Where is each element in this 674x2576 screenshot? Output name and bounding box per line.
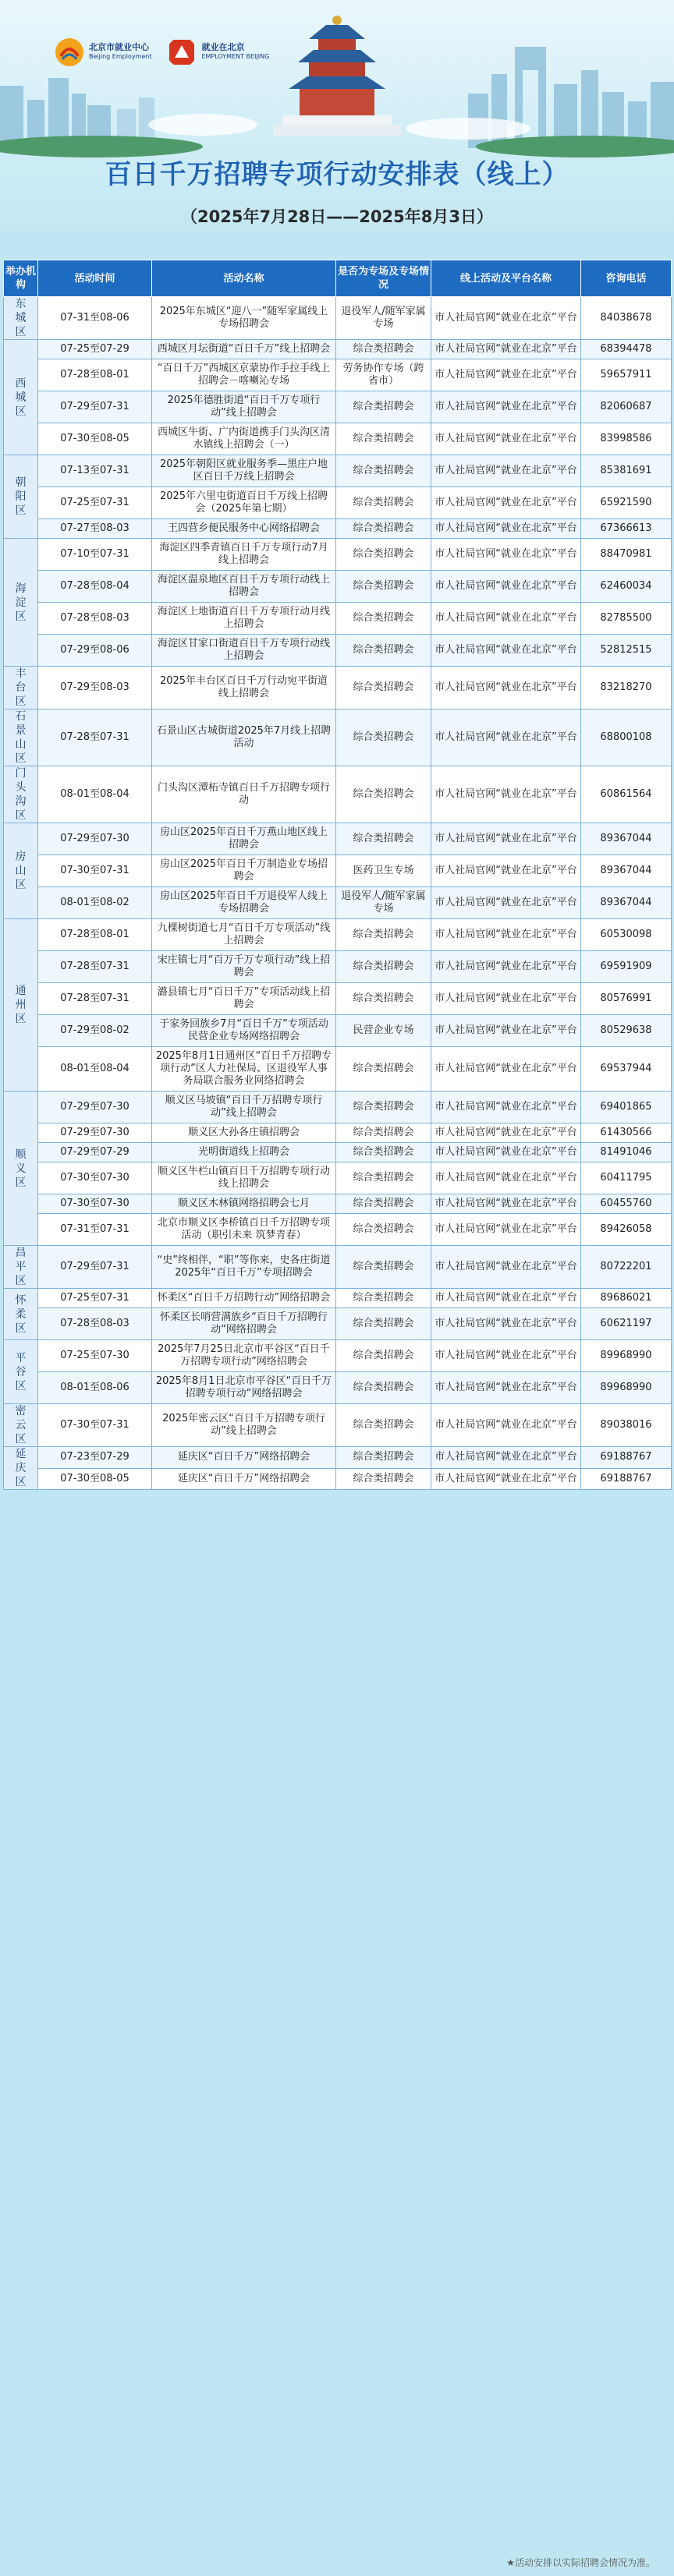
column-header-phone: 咨询电话 <box>581 260 672 297</box>
table-row <box>4 635 672 667</box>
event-phone-cell: 89367044 <box>581 887 672 919</box>
event-time-cell: 07-30至07-31 <box>38 855 152 887</box>
table-row <box>4 1404 672 1447</box>
table-row <box>4 823 672 855</box>
org-name: 怀柔区 <box>15 1293 27 1335</box>
table-row <box>4 359 672 391</box>
table-row <box>4 571 672 603</box>
event-phone-cell: 69188767 <box>581 1447 672 1469</box>
org-cell <box>4 297 38 340</box>
event-platform-cell: 市人社局官网“就业在北京”平台 <box>431 1194 581 1214</box>
event-time-cell: 07-28至08-04 <box>38 571 152 603</box>
table-row <box>4 1047 672 1092</box>
event-type-cell: 综合类招聘会 <box>336 455 431 487</box>
event-phone-cell: 82785500 <box>581 603 672 635</box>
table-row <box>4 455 672 487</box>
event-platform-cell: 市人社局官网“就业在北京”平台 <box>431 1372 581 1404</box>
event-time-cell: 08-01至08-04 <box>38 766 152 823</box>
event-time-cell: 08-01至08-06 <box>38 1372 152 1404</box>
event-phone-cell: 80529638 <box>581 1015 672 1047</box>
event-phone-cell: 89968990 <box>581 1340 672 1372</box>
event-platform-cell: 市人社局官网“就业在北京”平台 <box>431 1047 581 1092</box>
event-platform-cell: 市人社局官网“就业在北京”平台 <box>431 539 581 571</box>
event-phone-cell: 59657911 <box>581 359 672 391</box>
event-platform-cell: 市人社局官网“就业在北京”平台 <box>431 1404 581 1447</box>
org-name: 朝阳区 <box>15 476 27 517</box>
org-name: 石景山区 <box>15 710 27 765</box>
org-cell <box>4 1340 38 1404</box>
org-cell <box>4 709 38 766</box>
event-time-cell: 07-28至07-31 <box>38 709 152 766</box>
table-row <box>4 1289 672 1308</box>
org-cell <box>4 1246 38 1289</box>
event-name-cell: 于家务回族乡7月“百日千万”专项活动民营企业专场网络招聘会 <box>152 1015 336 1047</box>
event-type-cell: 综合类招聘会 <box>336 667 431 709</box>
column-header-time: 活动时间 <box>38 260 152 297</box>
table-row <box>4 1194 672 1214</box>
event-type-cell: 综合类招聘会 <box>336 983 431 1015</box>
event-platform-cell: 市人社局官网“就业在北京”平台 <box>431 709 581 766</box>
event-type-cell: 综合类招聘会 <box>336 1447 431 1469</box>
beijing-skyline-illustration <box>0 0 674 234</box>
event-phone-cell: 89038016 <box>581 1404 672 1447</box>
table-row <box>4 709 672 766</box>
event-time-cell: 08-01至08-02 <box>38 887 152 919</box>
event-phone-cell: 69591909 <box>581 951 672 983</box>
event-time-cell: 07-25至07-30 <box>38 1340 152 1372</box>
event-phone-cell: 89686021 <box>581 1289 672 1308</box>
event-type-cell: 医药卫生专场 <box>336 855 431 887</box>
event-platform-cell: 市人社局官网“就业在北京”平台 <box>431 1123 581 1143</box>
table-row <box>4 603 672 635</box>
event-type-cell: 退役军人/随军家属专场 <box>336 887 431 919</box>
event-name-cell: 2025年8月1日通州区“百日千万招聘专项行动”区人力社保局、区退役军人事务局联合服务业网络招聘会 <box>152 1047 336 1092</box>
org-name: 门头沟区 <box>15 767 27 822</box>
event-platform-cell: 市人社局官网“就业在北京”平台 <box>431 297 581 340</box>
event-phone-cell: 65921590 <box>581 487 672 519</box>
table-row <box>4 1372 672 1404</box>
event-phone-cell: 60861564 <box>581 766 672 823</box>
event-phone-cell: 67366613 <box>581 519 672 539</box>
event-time-cell: 07-30至07-31 <box>38 1404 152 1447</box>
org-name: 东城区 <box>15 298 27 338</box>
table-row <box>4 340 672 359</box>
org-cell <box>4 539 38 667</box>
event-name-cell: 光明街道线上招聘会 <box>152 1143 336 1162</box>
org-name: 房山区 <box>15 851 27 891</box>
event-type-cell: 退役军人/随军家属专场 <box>336 297 431 340</box>
event-platform-cell: 市人社局官网“就业在北京”平台 <box>431 391 581 423</box>
org-name: 西城区 <box>15 377 27 418</box>
header-banner <box>0 0 674 234</box>
event-name-cell: 2025年六里屯街道百日千万线上招聘 会（2025年第七期） <box>152 487 336 519</box>
event-platform-cell: 市人社局官网“就业在北京”平台 <box>431 455 581 487</box>
event-name-cell: 怀柔区“百日千万招聘行动”网络招聘会 <box>152 1289 336 1308</box>
event-type-cell: 综合类招聘会 <box>336 487 431 519</box>
event-type-cell: 综合类招聘会 <box>336 823 431 855</box>
event-type-cell: 综合类招聘会 <box>336 951 431 983</box>
event-time-cell: 07-30至08-05 <box>38 1468 152 1490</box>
event-type-cell: 综合类招聘会 <box>336 1214 431 1246</box>
event-time-cell: 07-29至08-02 <box>38 1015 152 1047</box>
event-phone-cell: 82060687 <box>581 391 672 423</box>
logo1-subtext: Beijing Employment <box>89 53 152 60</box>
event-time-cell: 07-29至08-03 <box>38 667 152 709</box>
event-name-cell: 怀柔区长哨营满族乡“百日千万招聘行动”网络招聘会 <box>152 1308 336 1340</box>
event-phone-cell: 89367044 <box>581 823 672 855</box>
event-platform-cell: 市人社局官网“就业在北京”平台 <box>431 340 581 359</box>
event-phone-cell: 83218270 <box>581 667 672 709</box>
event-type-cell: 综合类招聘会 <box>336 423 431 455</box>
event-platform-cell: 市人社局官网“就业在北京”平台 <box>431 487 581 519</box>
event-platform-cell: 市人社局官网“就业在北京”平台 <box>431 1092 581 1123</box>
event-phone-cell: 80576991 <box>581 983 672 1015</box>
event-type-cell: 综合类招聘会 <box>336 1092 431 1123</box>
table-row <box>4 1123 672 1143</box>
event-phone-cell: 80722201 <box>581 1246 672 1289</box>
event-phone-cell: 88470981 <box>581 539 672 571</box>
table-row <box>4 1092 672 1123</box>
event-platform-cell: 市人社局官网“就业在北京”平台 <box>431 423 581 455</box>
event-time-cell: 07-28至08-01 <box>38 359 152 391</box>
footer-note: ★活动安排以实际招聘会情况为准。 <box>506 2557 655 2568</box>
org-name: 海淀区 <box>15 582 27 623</box>
event-time-cell: 07-29至08-06 <box>38 635 152 667</box>
event-name-cell: “史”终相伴，“职”等你来，史各庄街道2025年“百日千万”专项招聘会 <box>152 1246 336 1289</box>
event-name-cell: 门头沟区潭柘寺镇百日千万招聘专项行动 <box>152 766 336 823</box>
event-time-cell: 07-28至08-03 <box>38 1308 152 1340</box>
event-type-cell: 民营企业专场 <box>336 1015 431 1047</box>
event-platform-cell: 市人社局官网“就业在北京”平台 <box>431 1340 581 1372</box>
event-name-cell: 顺义区木林镇网络招聘会七月 <box>152 1194 336 1214</box>
event-time-cell: 07-29至07-30 <box>38 823 152 855</box>
event-phone-cell: 69537944 <box>581 1047 672 1092</box>
event-name-cell: 顺义区大孙各庄镇招聘会 <box>152 1123 336 1143</box>
event-platform-cell: 市人社局官网“就业在北京”平台 <box>431 1308 581 1340</box>
event-name-cell: 海淀区上地街道百日千万专项行动月线上招聘会 <box>152 603 336 635</box>
page-title: 百日千万招聘专项行动安排表（线上） <box>105 159 569 190</box>
org-cell <box>4 1289 38 1340</box>
org-name: 平谷区 <box>15 1351 27 1392</box>
event-phone-cell: 89426058 <box>581 1214 672 1246</box>
event-phone-cell: 84038678 <box>581 297 672 340</box>
event-phone-cell: 89968990 <box>581 1372 672 1404</box>
org-name: 密云区 <box>15 1405 27 1445</box>
event-platform-cell: 市人社局官网“就业在北京”平台 <box>431 667 581 709</box>
event-type-cell: 综合类招聘会 <box>336 635 431 667</box>
event-phone-cell: 68394478 <box>581 340 672 359</box>
org-name: 昌平区 <box>15 1247 27 1287</box>
event-time-cell: 07-28至07-31 <box>38 983 152 1015</box>
event-name-cell: 2025年7月25日北京市平谷区“百日千万招聘专项行动”网络招聘会 <box>152 1340 336 1372</box>
event-type-cell: 综合类招聘会 <box>336 1162 431 1194</box>
event-time-cell: 07-10至07-31 <box>38 539 152 571</box>
org-cell <box>4 766 38 823</box>
event-type-cell: 综合类招聘会 <box>336 1404 431 1447</box>
event-phone-cell: 89367044 <box>581 855 672 887</box>
event-platform-cell: 市人社局官网“就业在北京”平台 <box>431 359 581 391</box>
event-platform-cell: 市人社局官网“就业在北京”平台 <box>431 1143 581 1162</box>
table-row <box>4 1447 672 1469</box>
event-phone-cell: 60530098 <box>581 919 672 951</box>
event-phone-cell: 85381691 <box>581 455 672 487</box>
event-phone-cell: 69401865 <box>581 1092 672 1123</box>
event-time-cell: 07-25至07-31 <box>38 1289 152 1308</box>
event-phone-cell: 52812515 <box>581 635 672 667</box>
org-cell <box>4 455 38 539</box>
event-platform-cell: 市人社局官网“就业在北京”平台 <box>431 823 581 855</box>
event-time-cell: 07-13至07-31 <box>38 455 152 487</box>
table-header-row <box>4 260 672 297</box>
logo-group <box>55 37 269 67</box>
event-name-cell: 北京市顺义区李桥镇百日千万招聘专项活动（职引未来 筑梦青春） <box>152 1214 336 1246</box>
event-phone-cell: 60455760 <box>581 1194 672 1214</box>
event-phone-cell: 69188767 <box>581 1468 672 1490</box>
event-name-cell: 延庆区“百日千万”网络招聘会 <box>152 1468 336 1490</box>
event-platform-cell: 市人社局官网“就业在北京”平台 <box>431 983 581 1015</box>
logo2-subtext: EMPLOYMENT BEIJING <box>201 53 270 60</box>
event-type-cell: 综合类招聘会 <box>336 519 431 539</box>
org-cell <box>4 1092 38 1246</box>
event-platform-cell: 市人社局官网“就业在北京”平台 <box>431 1447 581 1469</box>
column-header-org: 举办机构 <box>4 260 38 297</box>
table-row <box>4 1468 672 1490</box>
event-phone-cell: 62460034 <box>581 571 672 603</box>
event-name-cell: 宋庄镇七月“百万千万专项行动”线上招聘会 <box>152 951 336 983</box>
event-type-cell: 综合类招聘会 <box>336 391 431 423</box>
event-name-cell: 顺义区马坡镇“百日千万招聘专项行动”线上招聘会 <box>152 1092 336 1123</box>
event-name-cell: 房山区2025年百日千万燕山地区线上招聘会 <box>152 823 336 855</box>
event-type-cell: 综合类招聘会 <box>336 1289 431 1308</box>
event-type-cell: 综合类招聘会 <box>336 919 431 951</box>
table-body <box>4 297 672 1490</box>
event-phone-cell: 68800108 <box>581 709 672 766</box>
event-type-cell: 综合类招聘会 <box>336 1468 431 1490</box>
event-phone-cell: 60411795 <box>581 1162 672 1194</box>
table-row <box>4 519 672 539</box>
event-platform-cell: 市人社局官网“就业在北京”平台 <box>431 855 581 887</box>
event-type-cell: 综合类招聘会 <box>336 766 431 823</box>
event-time-cell: 07-25至07-29 <box>38 340 152 359</box>
table-row <box>4 919 672 951</box>
event-type-cell: 综合类招聘会 <box>336 1372 431 1404</box>
event-name-cell: 2025年密云区“百日千万招聘专项行动”线上招聘会 <box>152 1404 336 1447</box>
event-platform-cell: 市人社局官网“就业在北京”平台 <box>431 1289 581 1308</box>
org-name: 通州区 <box>15 985 27 1025</box>
table-row <box>4 487 672 519</box>
event-type-cell: 综合类招聘会 <box>336 539 431 571</box>
event-name-cell: 2025年朝阳区就业服务季—黑庄户地区百日千万线上招聘会 <box>152 455 336 487</box>
event-time-cell: 07-23至07-29 <box>38 1447 152 1469</box>
table-row <box>4 855 672 887</box>
date-range-subtitle: （2025年7月28日——2025年8月3日） <box>181 207 493 226</box>
table-row <box>4 539 672 571</box>
event-name-cell: 九棵树街道七月“百日千万专项活动”线上招聘会 <box>152 919 336 951</box>
event-time-cell: 07-31至07-31 <box>38 1214 152 1246</box>
event-type-cell: 劳务协作专场（跨省市） <box>336 359 431 391</box>
event-time-cell: 07-29至07-29 <box>38 1143 152 1162</box>
org-cell <box>4 667 38 709</box>
schedule-table <box>3 260 672 1490</box>
event-phone-cell: 83998586 <box>581 423 672 455</box>
employment-center-logo-icon <box>55 37 84 67</box>
event-time-cell: 07-30至07-30 <box>38 1162 152 1194</box>
table-row <box>4 766 672 823</box>
event-name-cell: 2025年东城区“迎八一”随军家属线上专场招聘会 <box>152 297 336 340</box>
event-name-cell: 潞县镇七月“百日千万”专项活动线上招聘会 <box>152 983 336 1015</box>
event-time-cell: 07-28至08-01 <box>38 919 152 951</box>
event-type-cell: 综合类招聘会 <box>336 1194 431 1214</box>
event-name-cell: 房山区2025年百日千万退役军人线上专场招聘会 <box>152 887 336 919</box>
event-platform-cell: 市人社局官网“就业在北京”平台 <box>431 571 581 603</box>
org-name: 延庆区 <box>15 1448 27 1488</box>
table-row <box>4 391 672 423</box>
org-cell <box>4 1404 38 1447</box>
table-row <box>4 1162 672 1194</box>
event-platform-cell: 市人社局官网“就业在北京”平台 <box>431 519 581 539</box>
event-time-cell: 07-28至08-03 <box>38 603 152 635</box>
table-row <box>4 951 672 983</box>
table-row <box>4 297 672 340</box>
table-row <box>4 423 672 455</box>
event-type-cell: 综合类招聘会 <box>336 1143 431 1162</box>
event-phone-cell: 60621197 <box>581 1308 672 1340</box>
event-time-cell: 07-31至08-06 <box>38 297 152 340</box>
event-platform-cell: 市人社局官网“就业在北京”平台 <box>431 919 581 951</box>
event-name-cell: 房山区2025年百日千万制造业专场招聘会 <box>152 855 336 887</box>
event-platform-cell: 市人社局官网“就业在北京”平台 <box>431 951 581 983</box>
event-time-cell: 07-29至07-31 <box>38 1246 152 1289</box>
event-time-cell: 08-01至08-04 <box>38 1047 152 1092</box>
event-time-cell: 07-29至07-31 <box>38 391 152 423</box>
event-platform-cell: 市人社局官网“就业在北京”平台 <box>431 1246 581 1289</box>
event-type-cell: 综合类招聘会 <box>336 709 431 766</box>
logo2-text: 就业在北京 <box>201 42 245 52</box>
event-time-cell: 07-27至08-03 <box>38 519 152 539</box>
event-time-cell: 07-30至07-30 <box>38 1194 152 1214</box>
event-time-cell: 07-29至07-30 <box>38 1092 152 1123</box>
table-row <box>4 983 672 1015</box>
employment-beijing-logo-icon <box>167 37 197 67</box>
table-row <box>4 667 672 709</box>
event-time-cell: 07-25至07-31 <box>38 487 152 519</box>
event-platform-cell: 市人社局官网“就业在北京”平台 <box>431 887 581 919</box>
event-name-cell: 顺义区牛栏山镇百日千万招聘专项行动线上招聘会 <box>152 1162 336 1194</box>
event-type-cell: 综合类招聘会 <box>336 571 431 603</box>
event-name-cell: 西城区牛街、广内街道携手门头沟区清水镇线上招聘会（一） <box>152 423 336 455</box>
column-header-type: 是否为专场及专场情况 <box>336 260 431 297</box>
org-name: 顺义区 <box>15 1148 27 1189</box>
event-time-cell: 07-29至07-30 <box>38 1123 152 1143</box>
event-type-cell: 综合类招聘会 <box>336 340 431 359</box>
table-row <box>4 1246 672 1289</box>
table-row <box>4 1015 672 1047</box>
event-name-cell: 延庆区“百日千万”网络招聘会 <box>152 1447 336 1469</box>
event-type-cell: 综合类招聘会 <box>336 603 431 635</box>
temple-of-heaven-icon <box>273 16 401 136</box>
event-type-cell: 综合类招聘会 <box>336 1123 431 1143</box>
event-platform-cell: 市人社局官网“就业在北京”平台 <box>431 766 581 823</box>
event-name-cell: 海淀区甘家口街道百日千万专项行动线上招聘会 <box>152 635 336 667</box>
org-cell <box>4 1447 38 1490</box>
org-cell <box>4 340 38 455</box>
employment-center-logo <box>55 37 151 67</box>
event-phone-cell: 61430566 <box>581 1123 672 1143</box>
event-type-cell: 综合类招聘会 <box>336 1308 431 1340</box>
event-name-cell: 2025年8月1日北京市平谷区“百日千万招聘专项行动”网络招聘会 <box>152 1372 336 1404</box>
event-platform-cell: 市人社局官网“就业在北京”平台 <box>431 1468 581 1490</box>
event-name-cell: 海淀区温泉地区百日千万专项行动线上招聘会 <box>152 571 336 603</box>
event-name-cell: 石景山区古城街道2025年7月线上招聘活动 <box>152 709 336 766</box>
event-platform-cell: 市人社局官网“就业在北京”平台 <box>431 603 581 635</box>
event-type-cell: 综合类招聘会 <box>336 1340 431 1372</box>
event-name-cell: 2025年德胜街道“百日千万专项行动”线上招聘会 <box>152 391 336 423</box>
event-name-cell: 2025年丰台区百日千万行动宛平街道线上招聘会 <box>152 667 336 709</box>
table-row <box>4 1308 672 1340</box>
event-time-cell: 07-30至08-05 <box>38 423 152 455</box>
event-phone-cell: 81491046 <box>581 1143 672 1162</box>
event-type-cell: 综合类招聘会 <box>336 1047 431 1092</box>
event-name-cell: 王四营乡便民服务中心网络招聘会 <box>152 519 336 539</box>
event-platform-cell: 市人社局官网“就业在北京”平台 <box>431 1015 581 1047</box>
org-cell <box>4 919 38 1092</box>
event-platform-cell: 市人社局官网“就业在北京”平台 <box>431 1162 581 1194</box>
column-header-platform: 线上活动及平台名称 <box>431 260 581 297</box>
org-cell <box>4 823 38 919</box>
event-name-cell: 海淀区四季青镇百日千万专项行动7月线上招聘会 <box>152 539 336 571</box>
event-name-cell: 西城区月坛街道“百日千万”线上招聘会 <box>152 340 336 359</box>
table-row <box>4 1340 672 1372</box>
employment-beijing-logo <box>167 37 269 67</box>
table-row <box>4 1143 672 1162</box>
schedule-table-container <box>3 260 671 1490</box>
event-platform-cell: 市人社局官网“就业在北京”平台 <box>431 635 581 667</box>
logo1-text: 北京市就业中心 <box>89 42 149 52</box>
org-name: 丰台区 <box>15 667 27 708</box>
event-type-cell: 综合类招聘会 <box>336 1246 431 1289</box>
table-row <box>4 887 672 919</box>
event-name-cell: “百日千万”西城区京蒙协作手拉手线上招聘会－喀喇沁专场 <box>152 359 336 391</box>
event-time-cell: 07-28至07-31 <box>38 951 152 983</box>
event-platform-cell: 市人社局官网“就业在北京”平台 <box>431 1214 581 1246</box>
column-header-name: 活动名称 <box>152 260 336 297</box>
table-row <box>4 1214 672 1246</box>
